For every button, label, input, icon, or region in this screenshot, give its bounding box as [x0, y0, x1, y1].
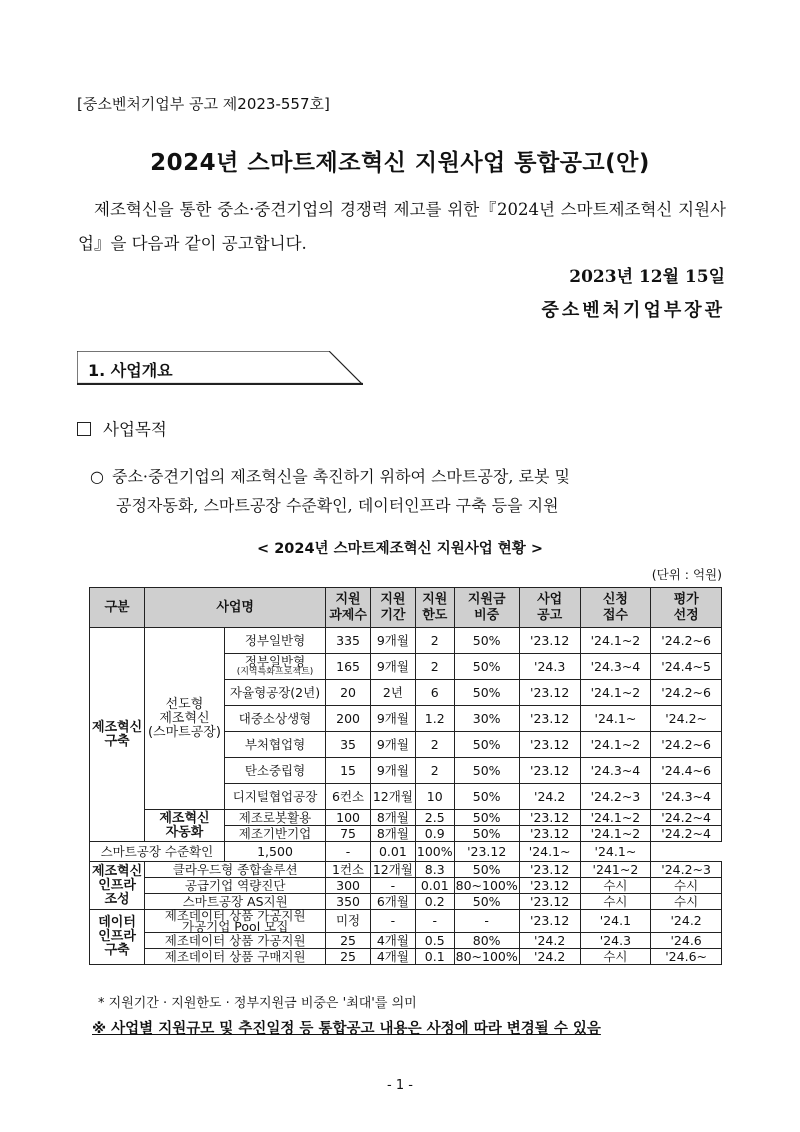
group-g2: 제조혁신 인프라 조성	[90, 862, 145, 910]
cell-ratio: 50%	[454, 862, 519, 878]
cell-limit: 2	[415, 628, 454, 654]
header-apply: 신청 접수	[580, 588, 651, 628]
cell-apply: '24.1	[580, 910, 651, 933]
cell-period: -	[370, 910, 415, 933]
cell-count: 25	[326, 949, 371, 965]
cell-select: 수시	[651, 878, 722, 894]
header-ratio: 지원금 비중	[454, 588, 519, 628]
table-row	[90, 878, 722, 894]
cell-period: 6개월	[370, 894, 415, 910]
bullet-line-1: 중소·중견기업의 제조혁신을 촉진하기 위하여 스마트공장, 로봇 및	[112, 467, 571, 486]
program-name: 제조데이터 상품 가공지원	[145, 933, 326, 949]
cell-count: 20	[326, 680, 371, 706]
cell-limit: 0.5	[415, 933, 454, 949]
cell-announce: '23.12	[519, 910, 580, 933]
cell-period: 8개월	[370, 810, 415, 826]
cell-announce: '23.12	[519, 758, 580, 784]
cell-announce: '23.12	[519, 826, 580, 842]
cell-count: 75	[326, 826, 371, 842]
cell-announce: '23.12	[519, 680, 580, 706]
cell-ratio: 80%	[454, 933, 519, 949]
program-name: 제조기반기업	[224, 826, 325, 842]
cell-period: 4개월	[370, 949, 415, 965]
program-name: 디지털협업공장	[224, 784, 325, 810]
cell-select: '24.2	[651, 910, 722, 933]
cell-select: '24.1~	[580, 842, 651, 862]
cell-apply: '241~2	[580, 862, 651, 878]
notice-number: [중소벤처기업부 공고 제2023-557호]	[77, 95, 330, 113]
program-table	[89, 587, 722, 965]
cell-limit: 8.3	[415, 862, 454, 878]
cell-select: '24.2~6	[651, 732, 722, 758]
cell-announce: '24.2	[519, 784, 580, 810]
cell-select: '24.4~5	[651, 654, 722, 680]
cell-announce: '23.12	[519, 810, 580, 826]
cell-announce: '23.12	[519, 878, 580, 894]
cell-ratio: 80~100%	[455, 877, 518, 893]
cell-count: 6컨소	[326, 784, 371, 810]
cell-select: '24.6~	[651, 949, 722, 965]
cell-apply: '24.3~4	[580, 654, 651, 680]
header-limit: 지원 한도	[415, 588, 454, 628]
cell-limit: 0.01	[415, 878, 454, 894]
cell-apply: '24.1~	[580, 706, 651, 732]
cell-ratio: 50%	[454, 784, 519, 810]
cell-period: 9개월	[370, 628, 415, 654]
cell-ratio: 50%	[454, 732, 519, 758]
cell-apply: 수시	[580, 949, 651, 965]
cell-ratio: 100%	[415, 842, 454, 862]
cell-ratio: 50%	[454, 894, 519, 910]
cell-select: '24.2~6	[651, 680, 722, 706]
cell-announce: '23.12	[454, 842, 519, 862]
cell-period: 9개월	[370, 732, 415, 758]
cell-apply: '24.1~2	[580, 628, 651, 654]
cell-limit: 2.5	[415, 810, 454, 826]
cell-ratio: 50%	[454, 628, 519, 654]
announcement-date: 2023년 12월 15일	[569, 267, 725, 287]
cell-announce: '24.2	[519, 949, 580, 965]
cell-apply: '24.1~2	[580, 826, 651, 842]
cell-count: 335	[326, 628, 371, 654]
cell-count: 200	[326, 706, 371, 732]
table-row	[90, 933, 722, 949]
cell-count: 15	[326, 758, 371, 784]
purpose-heading	[77, 416, 167, 440]
header-count: 지원 과제수	[326, 588, 371, 628]
purpose-heading-text: 사업목적	[103, 420, 167, 439]
table-unit: (단위 : 억원)	[651, 567, 722, 582]
cell-select: '24.2~4	[651, 810, 722, 826]
table-row	[90, 628, 722, 654]
program-name: 대중소상생형	[224, 706, 325, 732]
cell-limit: 6	[415, 680, 454, 706]
cell-limit: 0.2	[415, 894, 454, 910]
footnote-change-notice: ※ 사업별 지원규모 및 추진일정 등 통합공고 내용은 사정에 따라 변경될 수 있음	[92, 1021, 601, 1037]
bullet-circle-icon: ○	[90, 467, 104, 486]
program-name: 탄소중립형	[224, 758, 325, 784]
program-name: 공급기업 역량진단	[145, 878, 326, 894]
cell-count: 미정	[326, 910, 371, 933]
cell-announce: '23.12	[519, 894, 580, 910]
cell-apply: '24.3	[580, 933, 651, 949]
cell-limit: 2	[415, 758, 454, 784]
cell-apply: 수시	[580, 878, 651, 894]
cell-period: 9개월	[370, 654, 415, 680]
page-title: 2024년 스마트제조혁신 지원사업 통합공고(안)	[150, 150, 650, 176]
cell-ratio: 50%	[454, 654, 519, 680]
cell-period: 4개월	[370, 933, 415, 949]
cell-count: 165	[326, 654, 371, 680]
cell-apply: 수시	[580, 894, 651, 910]
purpose-bullet	[90, 462, 740, 520]
cell-period: 2년	[370, 680, 415, 706]
group-g3: 데이터 인프라 구축	[90, 910, 145, 965]
header-period: 지원 기간	[370, 588, 415, 628]
cell-period: -	[326, 842, 371, 862]
cell-period: 8개월	[370, 826, 415, 842]
cell-announce: '23.12	[519, 706, 580, 732]
group-g1a: 선도형 제조혁신 (스마트공장)	[145, 628, 225, 810]
cell-period: 12개월	[370, 784, 415, 810]
cell-apply: '24.1~2	[580, 810, 651, 826]
cell-apply: '24.2~3	[580, 784, 651, 810]
cell-period: 9개월	[370, 706, 415, 732]
cell-apply: '24.1~	[519, 842, 580, 862]
checkbox-square-icon	[77, 422, 91, 436]
table-row	[90, 842, 722, 862]
cell-limit: 0.9	[415, 826, 454, 842]
cell-ratio: 30%	[454, 706, 519, 732]
page-number: - 1 -	[387, 1078, 413, 1093]
cell-ratio: -	[454, 910, 519, 933]
cell-count: 350	[326, 894, 371, 910]
cell-select: '24.3~4	[651, 784, 722, 810]
header-category: 구분	[90, 588, 145, 628]
program-name: 제조데이터 상품 구매지원	[145, 949, 326, 965]
program-name: 정부일반형 (지역특화프로젝트)	[224, 654, 325, 680]
minister-signature: 중소벤처기업부장관	[541, 300, 725, 321]
cell-ratio: 50%	[454, 680, 519, 706]
cell-apply: '24.1~2	[580, 680, 651, 706]
cell-ratio: 50%	[454, 810, 519, 826]
cell-select: '24.4~6	[651, 758, 722, 784]
cell-apply: '24.1~2	[580, 732, 651, 758]
group-g1b: 제조혁신 자동화	[145, 810, 225, 842]
cell-announce: '23.12	[519, 732, 580, 758]
bullet-line-2: 공정자동화, 스마트공장 수준확인, 데이터인프라 구축 등을 지원	[116, 496, 559, 515]
cell-announce: '23.12	[519, 628, 580, 654]
cell-apply: '24.3~4	[580, 758, 651, 784]
program-name: 스마트공장 수준확인	[90, 842, 225, 862]
table-row	[90, 810, 722, 826]
cell-period: 9개월	[370, 758, 415, 784]
table-row	[90, 949, 722, 965]
cell-announce: '24.3	[519, 654, 580, 680]
cell-limit: 2	[415, 732, 454, 758]
program-name: 제조데이터 상품 가공지원 가공기업 Pool 모집	[145, 910, 326, 933]
cell-count: 25	[326, 933, 371, 949]
cell-period: -	[370, 878, 415, 894]
table-title: < 2024년 스마트제조혁신 지원사업 현황 >	[257, 541, 543, 557]
table-row	[90, 862, 722, 878]
program-name: 제조로봇활용	[224, 810, 325, 826]
cell-limit: 1.2	[415, 706, 454, 732]
header-select: 평가 선정	[651, 588, 722, 628]
cell-count: 1,500	[224, 842, 325, 862]
program-name: 부처협업형	[224, 732, 325, 758]
cell-select: 수시	[651, 894, 722, 910]
cell-count: 35	[326, 732, 371, 758]
program-name: 자율형공장(2년)	[224, 680, 325, 706]
group-g1: 제조혁신 구축	[90, 628, 145, 842]
header-announce: 사업 공고	[519, 588, 580, 628]
cell-select: '24.2~	[651, 706, 722, 732]
cell-select: '24.2~4	[651, 826, 722, 842]
cell-announce: '24.2	[519, 933, 580, 949]
cell-ratio: 50%	[454, 758, 519, 784]
table-row	[90, 910, 722, 933]
table-header-row	[90, 588, 722, 628]
cell-limit: 0.1	[415, 949, 454, 965]
cell-count: 100	[326, 810, 371, 826]
cell-select: '24.6	[651, 933, 722, 949]
footnote-max: * 지원기간 · 지원한도 · 정부지원금 비중은 '최대'를 의미	[98, 996, 417, 1011]
section-title: 1. 사업개요	[88, 361, 173, 380]
cell-announce: '23.12	[519, 862, 580, 878]
intro-paragraph: 제조혁신을 통한 중소·중견기업의 경쟁력 제고를 위한『2024년 스마트제조혁신 지원사업』을 다음과 같이 공고합니다.	[78, 200, 726, 253]
cell-select: '24.2~3	[651, 862, 722, 878]
cell-ratio: 80~100%	[455, 948, 518, 964]
program-name: 정부일반형	[224, 628, 325, 654]
cell-limit: 0.01	[370, 842, 415, 862]
cell-select: '24.2~6	[651, 628, 722, 654]
header-program: 사업명	[145, 588, 326, 628]
cell-count: 1컨소	[326, 862, 371, 878]
program-name: 클라우드형 종합솔루션	[145, 862, 326, 878]
cell-limit: 2	[415, 654, 454, 680]
cell-limit: 10	[415, 784, 454, 810]
cell-count: 300	[326, 878, 371, 894]
program-name: 스마트공장 AS지원	[145, 894, 326, 910]
cell-period: 12개월	[370, 862, 415, 878]
cell-limit: -	[415, 910, 454, 933]
cell-ratio: 50%	[454, 826, 519, 842]
